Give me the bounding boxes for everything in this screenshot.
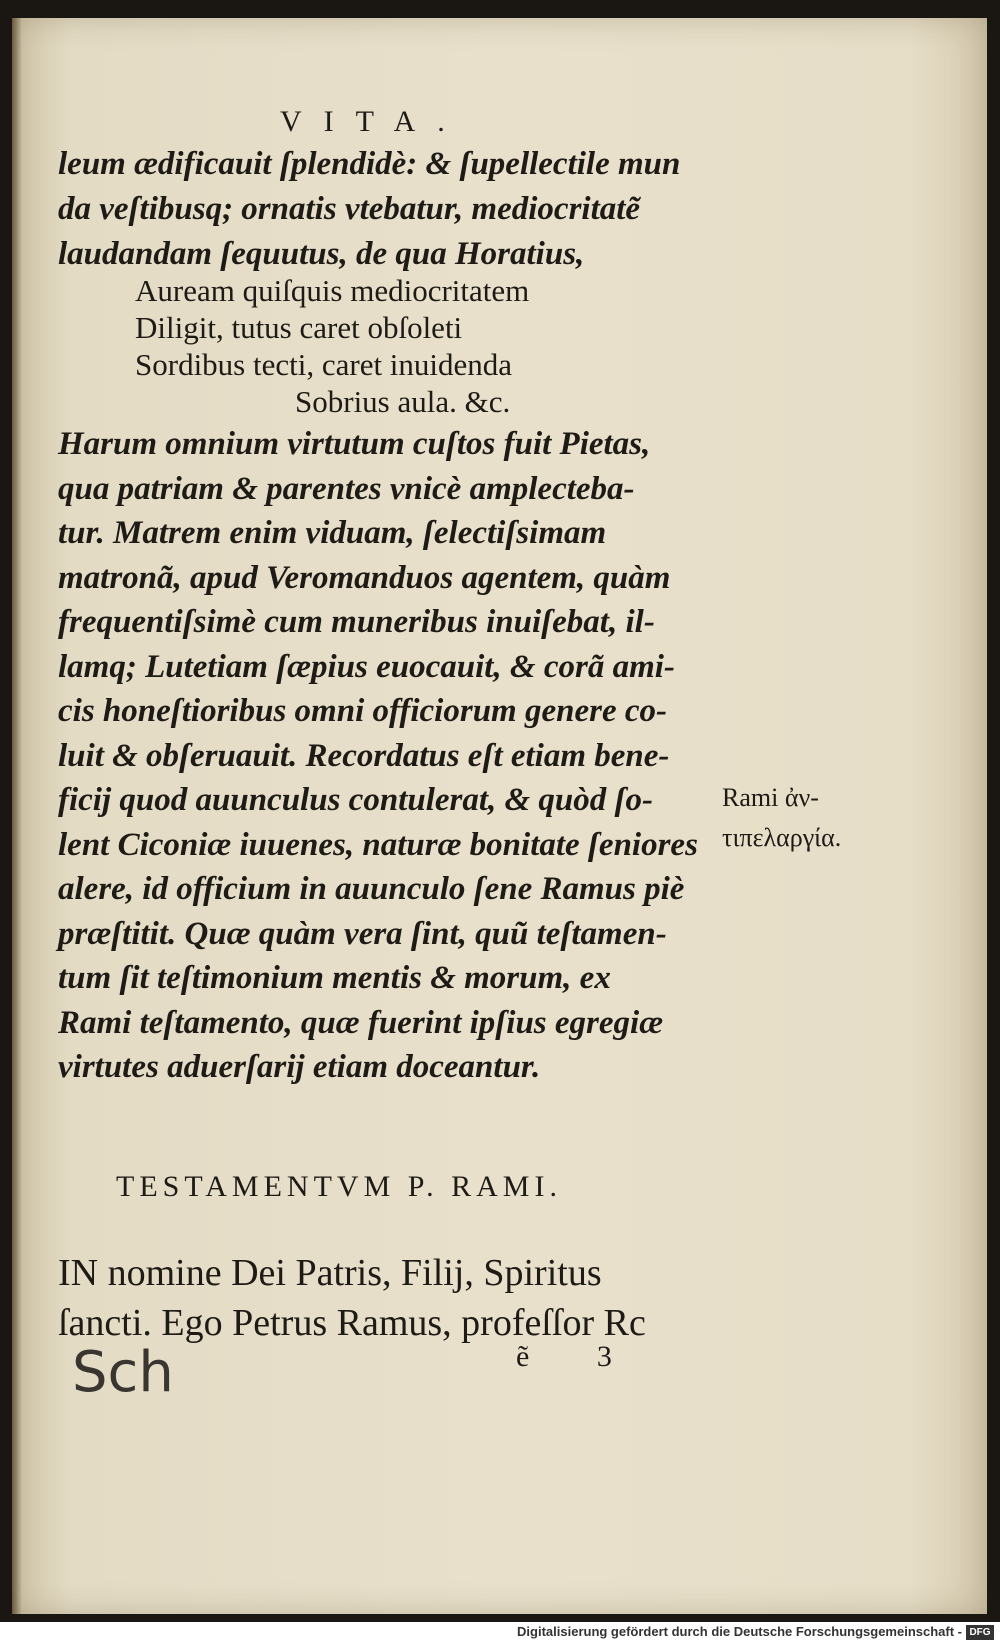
dfg-logo: DFG xyxy=(966,1625,994,1640)
marginal-note xyxy=(722,778,841,858)
verse-line: Sobrius aula. &c. xyxy=(295,384,511,419)
text-line: da veſtibusq; ornatis vtebatur, mediocritatẽ xyxy=(58,191,641,227)
text-line: leum ædificauit ſplendidè: & ſupellectile mun xyxy=(58,146,681,182)
text-line: virtutes aduerſarij etiam doceantur. xyxy=(58,1049,541,1085)
prose-top xyxy=(58,142,718,277)
footer-bar xyxy=(0,1622,1000,1644)
text-line: tur. Matrem enim viduam, ſelectiſsimam xyxy=(58,515,607,551)
funding-credit: Digitalisierung gefördert durch die Deutsche Forschungsgemeinschaft - xyxy=(517,1624,962,1639)
marginal-note-line: Rami ἀν- xyxy=(722,783,819,812)
text-line: alere, id officium in auunculo ſene Ramus piè xyxy=(58,871,685,907)
marginal-note-line: τιπελαργία. xyxy=(722,823,842,852)
section-heading: TESTAMENTVM P. RAMI. xyxy=(116,1170,562,1203)
text-line: qua patriam & parentes vnicè amplectebа- xyxy=(58,470,635,507)
verse-line: Sordibus tecti, caret inuidenda xyxy=(135,347,513,382)
running-head: VITA. xyxy=(280,105,467,138)
verse-quotation xyxy=(135,272,529,420)
text-line: Harum omnium virtutum cuſtos fuit Pietas, xyxy=(58,426,651,462)
handwritten-shelfmark: Sch xyxy=(72,1340,174,1405)
text-line: præſtitit. Quæ quàm vera ſint, quũ teſtamen- xyxy=(58,915,667,952)
verse-line: Diligit, tutus caret obſoleti xyxy=(135,310,463,345)
text-line: ficij quod auunculus contulerat, & quòd ſo- xyxy=(58,782,654,818)
testament-text xyxy=(58,1248,738,1348)
text-line: matronã, apud Veromanduos agentem, quàm xyxy=(58,559,671,596)
prose-main xyxy=(58,422,718,1090)
text-line: laudandam ſequutus, de qua Horatius, xyxy=(58,236,585,272)
text-line: lent Ciconiæ iuuenes, naturæ bonitate ſeniores xyxy=(58,826,698,863)
text-line: IN nomine Dei Patris, Filij, Spiritus xyxy=(58,1252,602,1294)
text-line: ſancti. Ego Petrus Ramus, profeſſor Rc xyxy=(58,1302,646,1344)
text-line: cis honeſtioribus omni officiorum genere co- xyxy=(58,693,667,729)
text-line: frequentiſsimè cum muneribus inuiſebat, il- xyxy=(58,604,655,640)
verse-line: Auream quiſquis mediocritatem xyxy=(135,273,530,308)
text-line: lamq; Lutetiam ſæpius euocauit, & corã ami- xyxy=(58,648,675,685)
text-line: Rami teſtamento, quæ fuerint ipſius egregiæ xyxy=(58,1004,664,1041)
text-line: tum ſit teſtimonium mentis & morum, ex xyxy=(58,960,611,996)
text-line: luit & obſeruauit. Recordatus eſt etiam bene- xyxy=(58,737,670,774)
signature-mark: ẽ 3 xyxy=(516,1340,642,1373)
page-gutter-shadow xyxy=(12,18,22,1614)
